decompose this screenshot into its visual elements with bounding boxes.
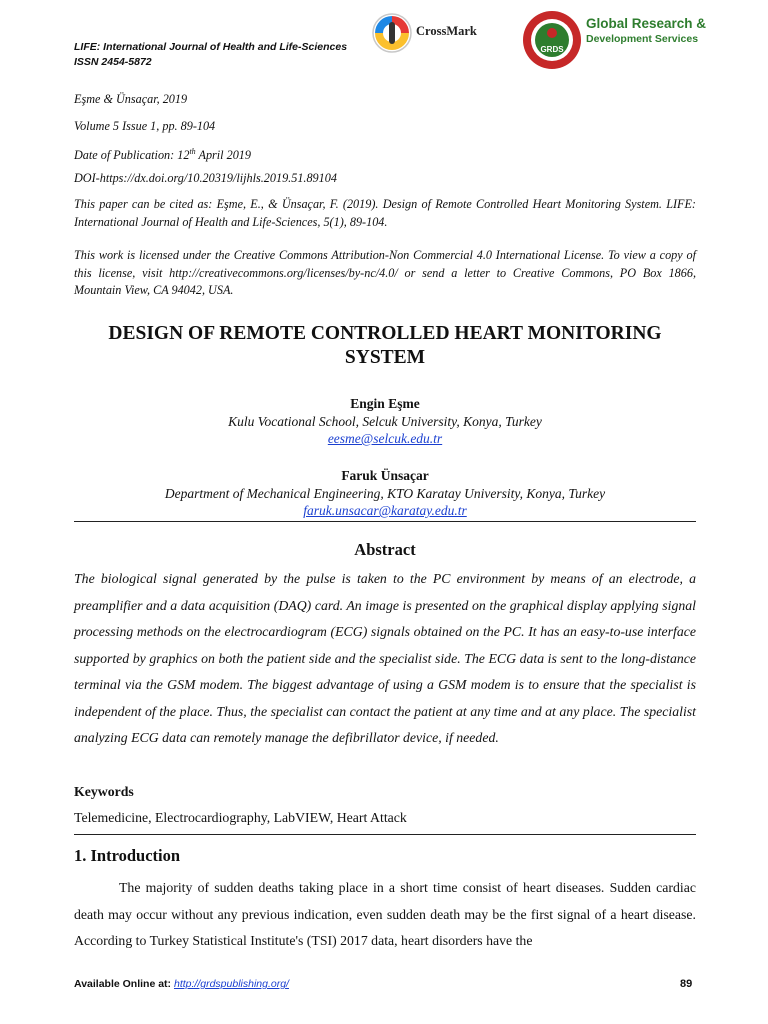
paper-title-line1: DESIGN OF REMOTE CONTROLLED HEART MONITORING: [108, 323, 662, 344]
paper-title-line2: SYSTEM: [344, 347, 426, 368]
citation-doi[interactable]: DOI-https://dx.doi.org/10.20319/lijhls.2019.51.89104: [74, 171, 337, 185]
crossmark-badge[interactable]: [372, 13, 492, 53]
author-1-email[interactable]: eesme@selcuk.edu.tr: [327, 431, 443, 446]
abstract-heading: Abstract: [354, 540, 416, 559]
citation-authors-year: Eşme & Ünsaçar, 2019: [74, 92, 188, 106]
author-2-affiliation: Department of Mechanical Engineering, KTO Karatay University, Konya, Turkey: [164, 486, 606, 501]
journal-issn: ISSN 2454-5872: [74, 56, 152, 68]
abstract-body: The biological signal generated by the pulse is taken to the PC environment by means of an electrode, a preamplifier and a data acquisition (DAQ) card. An image is presented on the graphical display applying signal processing methods on the electrocardiogram (ECG) signals obtained on the PC. It has an easy-to-use interface supported by graphics on both the patient side and the specialist side. The ECG data is sent to the long-distance terminal via the GSM modem. The biggest advantage of using a GSM modem is to ensure that the specialist is independent of the place. Thus, the specialist can contact the patient at any time and at any place. The specialist analyzing ECG data can remotely manage the defibrillator device, if needed.: [74, 571, 696, 745]
publisher-logo: [522, 8, 742, 78]
publisher-subtitle: Development Services: [586, 33, 699, 45]
footer-url-link[interactable]: http://grdspublishing.org/: [173, 978, 289, 990]
divider-bottom: [74, 834, 696, 835]
keywords-heading: Keywords: [74, 784, 134, 799]
date-rest: April 2019: [195, 148, 251, 163]
publisher-name: Global Research &: [586, 16, 707, 31]
journal-title: LIFE: International Journal of Health and Life-Sciences: [74, 41, 348, 53]
introduction-body: The majority of sudden deaths taking place in a short time consist of heart diseases. Sudden cardiac death may occur without any previous indication, even sudden death may be the first signal of a heart disease. According to Turkey Statistical Institute's (TSI) 2017 data, heart disorders have the: [74, 880, 696, 948]
date-ordinal: th: [189, 147, 196, 156]
introduction-heading: 1. Introduction: [74, 846, 181, 865]
citation-license: This work is licensed under the Creative Commons Attribution-Non Commercial 4.0 International License. To view a copy of this license, visit http://creativecommons.org/licenses/by-nc/4.0/ or send a letter to Creative Commons, PO Box 1866, Mountain View, CA 94042, USA.: [74, 248, 696, 297]
author-2-email[interactable]: faruk.unsacar@karatay.edu.tr: [303, 503, 467, 518]
grds-seal-text: GRDS: [540, 45, 564, 54]
footer-available-label: Available Online at:: [74, 978, 174, 990]
citation-cite-as: This paper can be cited as: Eşme, E., & Ünsaçar, F. (2019). Design of Remote Controlled Heart Monitoring System. LIFE: International Journal of Health and Life-Sciences, 5(1), 89-104.: [74, 197, 696, 229]
divider-top: [74, 521, 696, 522]
page-number: 89: [680, 978, 693, 990]
author-1-name: Engin Eşme: [350, 396, 420, 411]
citation-date: [74, 144, 696, 163]
author-1-affiliation: Kulu Vocational School, Selcuk University, Konya, Turkey: [228, 414, 542, 429]
keywords-list: Telemedicine, Electrocardiography, LabVIEW, Heart Attack: [74, 810, 407, 825]
crossmark-label: CrossMark: [416, 24, 477, 38]
paper-title: [74, 322, 696, 370]
footer-availability: [74, 978, 289, 990]
author-2-name: Faruk Ünsaçar: [341, 468, 429, 483]
crossmark-icon: [372, 13, 412, 53]
grds-seal-icon: [522, 8, 582, 72]
citation-volume: Volume 5 Issue 1, pp. 89-104: [74, 119, 216, 133]
date-label: Date of Publication: 12: [74, 148, 190, 163]
